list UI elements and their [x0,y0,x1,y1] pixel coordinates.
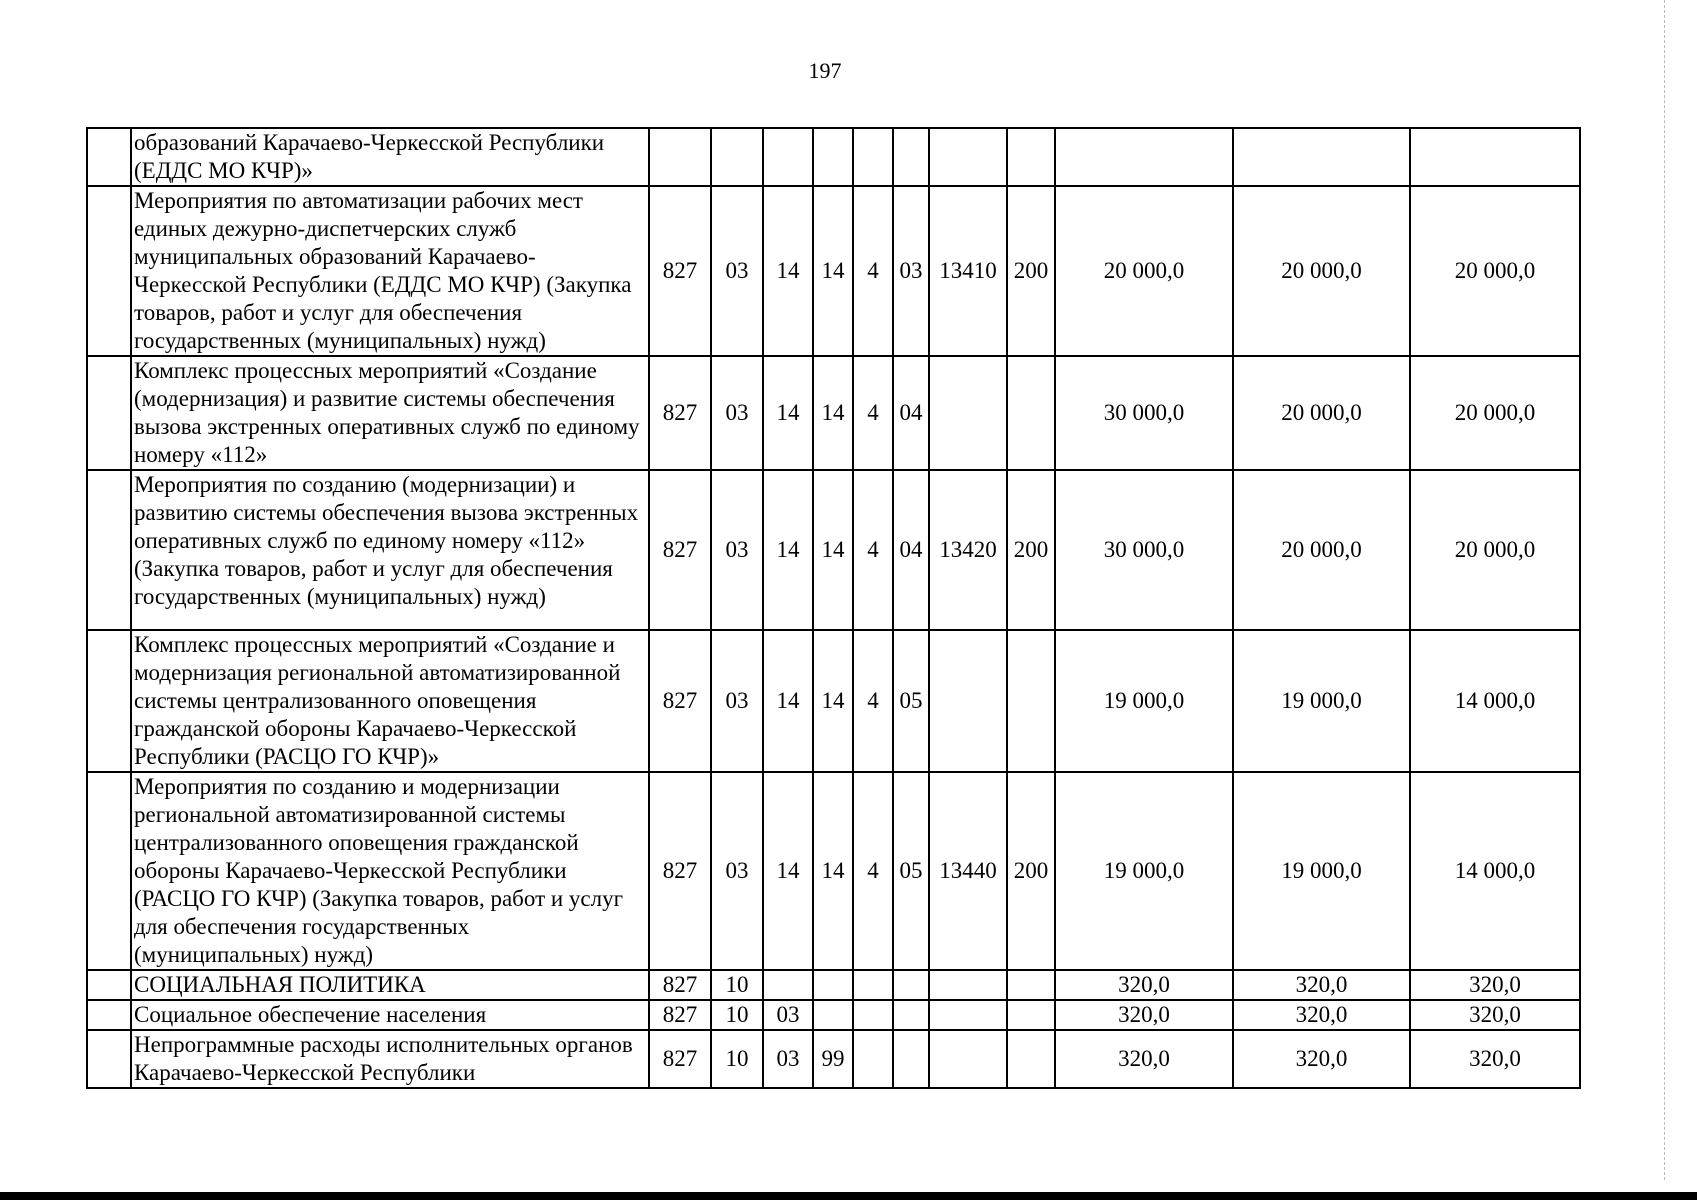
row-number-cell [87,186,131,356]
amount-cell-y2: 20 000,0 [1233,186,1410,356]
code-cell-c8 [1007,1030,1055,1088]
code-cell-c5: 4 [853,186,893,356]
code-cell-c6 [893,128,929,186]
code-cell-c6: 05 [893,630,929,772]
code-cell-c1: 827 [649,356,711,470]
expense-name-cell: Комплекс процессных мероприятий «Создание (модернизация) и развитие системы обеспечения вызова экстренных оперативных служб по единому номеру «112» [131,356,649,470]
table-row [87,470,1580,630]
expense-name-cell: Непрограммные расходы исполнительных органов Карачаево-Черкесской Республики [131,1030,649,1088]
code-cell-c2: 10 [711,970,763,1000]
code-cell-c2: 03 [711,470,763,630]
code-cell-c3: 14 [763,356,813,470]
code-cell-c7 [929,356,1007,470]
code-cell-c4: 14 [813,470,853,630]
code-cell-c5: 4 [853,630,893,772]
amount-cell-y1: 20 000,0 [1055,186,1233,356]
row-number-cell [87,356,131,470]
amount-cell-y3 [1410,128,1580,186]
code-cell-c7 [929,128,1007,186]
row-number-cell [87,630,131,772]
code-cell-c4: 14 [813,772,853,970]
amount-cell-y3: 320,0 [1410,970,1580,1000]
code-cell-c4: 14 [813,356,853,470]
code-cell-c3 [763,128,813,186]
code-cell-c6 [893,1000,929,1030]
row-number-cell [87,1030,131,1088]
table-row [87,356,1580,470]
code-cell-c7: 13440 [929,772,1007,970]
row-number-cell [87,970,131,1000]
table-row [87,128,1580,186]
code-cell-c1: 827 [649,630,711,772]
code-cell-c1: 827 [649,470,711,630]
row-number-cell [87,1000,131,1030]
row-number-cell [87,128,131,186]
code-cell-c3: 03 [763,1000,813,1030]
amount-cell-y1: 320,0 [1055,1030,1233,1088]
amount-cell-y1: 19 000,0 [1055,772,1233,970]
row-number-cell [87,772,131,970]
code-cell-c1: 827 [649,772,711,970]
code-cell-c5: 4 [853,470,893,630]
amount-cell-y3: 14 000,0 [1410,772,1580,970]
code-cell-c8 [1007,1000,1055,1030]
scan-bottom-edge [0,1192,1697,1200]
code-cell-c5 [853,970,893,1000]
amount-cell-y3: 20 000,0 [1410,356,1580,470]
code-cell-c7: 13420 [929,470,1007,630]
code-cell-c5: 4 [853,772,893,970]
table-row [87,1000,1580,1030]
code-cell-c1: 827 [649,1000,711,1030]
code-cell-c6: 05 [893,772,929,970]
code-cell-c2: 03 [711,356,763,470]
code-cell-c8 [1007,356,1055,470]
code-cell-c3: 14 [763,630,813,772]
table-row [87,1030,1580,1088]
code-cell-c8 [1007,970,1055,1000]
code-cell-c1: 827 [649,970,711,1000]
code-cell-c6: 04 [893,470,929,630]
code-cell-c3: 03 [763,1030,813,1088]
code-cell-c5: 4 [853,356,893,470]
code-cell-c5 [853,1000,893,1030]
code-cell-c2: 03 [711,186,763,356]
amount-cell-y3: 320,0 [1410,1000,1580,1030]
code-cell-c8 [1007,630,1055,772]
amount-cell-y2: 20 000,0 [1233,356,1410,470]
code-cell-c8: 200 [1007,772,1055,970]
code-cell-c3: 14 [763,186,813,356]
code-cell-c4 [813,1000,853,1030]
code-cell-c2: 03 [711,630,763,772]
code-cell-c3: 14 [763,772,813,970]
expense-name-cell: Мероприятия по созданию и модернизации региональной автоматизированной системы централизованного оповещения гражданской обороны Карачаево-Черкесской Республики (РАСЦО ГО КЧР) (Закупка товаров, работ и услуг для обеспечения государственных (муниципальных) нужд) [131,772,649,970]
code-cell-c1 [649,128,711,186]
code-cell-c5 [853,1030,893,1088]
amount-cell-y1: 320,0 [1055,1000,1233,1030]
table-row [87,630,1580,772]
code-cell-c8: 200 [1007,186,1055,356]
code-cell-c4: 14 [813,630,853,772]
code-cell-c8 [1007,128,1055,186]
amount-cell-y1: 19 000,0 [1055,630,1233,772]
code-cell-c4 [813,970,853,1000]
code-cell-c7 [929,1030,1007,1088]
amount-cell-y2: 320,0 [1233,970,1410,1000]
expense-name-cell: Мероприятия по автоматизации рабочих мест единых дежурно-диспетчерских служб муниципальных образований Карачаево-Черкесской Республики (ЕДДС МО КЧР) (Закупка товаров, работ и услуг для обеспечения государственных (муниципальных) нужд) [131,186,649,356]
code-cell-c2: 10 [711,1030,763,1088]
amount-cell-y3: 20 000,0 [1410,470,1580,630]
expense-name-cell: Комплекс процессных мероприятий «Создание и модернизация региональной автоматизированной системы централизованного оповещения гражданской обороны Карачаево-Черкесской Республики (РАСЦО ГО КЧР)» [131,630,649,772]
amount-cell-y2: 20 000,0 [1233,470,1410,630]
table-row [87,772,1580,970]
code-cell-c6: 03 [893,186,929,356]
code-cell-c6 [893,1030,929,1088]
amount-cell-y1: 30 000,0 [1055,470,1233,630]
code-cell-c8: 200 [1007,470,1055,630]
amount-cell-y3: 320,0 [1410,1030,1580,1088]
code-cell-c2: 10 [711,1000,763,1030]
amount-cell-y2: 19 000,0 [1233,630,1410,772]
expense-name-cell: СОЦИАЛЬНАЯ ПОЛИТИКА [131,970,649,1000]
code-cell-c6: 04 [893,356,929,470]
row-number-cell [87,470,131,630]
code-cell-c7: 13410 [929,186,1007,356]
code-cell-c3: 14 [763,470,813,630]
amount-cell-y2: 320,0 [1233,1000,1410,1030]
budget-table [86,127,1581,1089]
code-cell-c2 [711,128,763,186]
code-cell-c4 [813,128,853,186]
table-row [87,970,1580,1000]
expense-name-cell: Социальное обеспечение населения [131,1000,649,1030]
code-cell-c7 [929,970,1007,1000]
code-cell-c7 [929,1000,1007,1030]
code-cell-c1: 827 [649,1030,711,1088]
margin-line [1664,0,1666,1180]
amount-cell-y3: 14 000,0 [1410,630,1580,772]
amount-cell-y2: 320,0 [1233,1030,1410,1088]
code-cell-c2: 03 [711,772,763,970]
code-cell-c6 [893,970,929,1000]
amount-cell-y1: 30 000,0 [1055,356,1233,470]
amount-cell-y1 [1055,128,1233,186]
amount-cell-y2 [1233,128,1410,186]
code-cell-c7 [929,630,1007,772]
code-cell-c1: 827 [649,186,711,356]
expense-name-cell: образований Карачаево-Черкесской Республики (ЕДДС МО КЧР)» [131,128,649,186]
code-cell-c5 [853,128,893,186]
code-cell-c3 [763,970,813,1000]
code-cell-c4: 99 [813,1030,853,1088]
amount-cell-y2: 19 000,0 [1233,772,1410,970]
amount-cell-y3: 20 000,0 [1410,186,1580,356]
code-cell-c4: 14 [813,186,853,356]
table-row [87,186,1580,356]
expense-name-cell: Мероприятия по созданию (модернизации) и развитию системы обеспечения вызова экстренных оперативных служб по единому номеру «112» (Закупка товаров, работ и услуг для обеспечения государственных (муниципальных) нужд) [131,470,649,630]
amount-cell-y1: 320,0 [1055,970,1233,1000]
page-number: 197 [808,58,842,83]
